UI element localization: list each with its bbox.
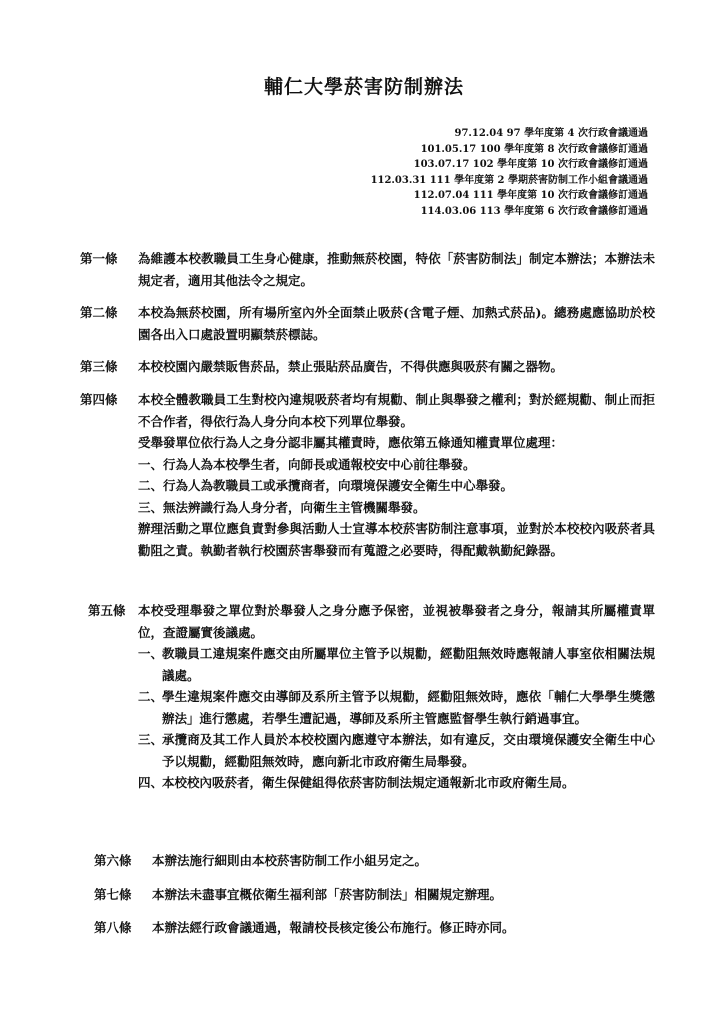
article-text: 為維護本校教職員工生身心健康，推動無菸校園，特依「菸害防制法」制定本辦法；本辦法未規定者，適用其他法令之規定。 [138, 251, 655, 288]
article-label: 第八條 [94, 920, 132, 935]
article-1 [80, 248, 655, 291]
article-6 [94, 850, 659, 872]
list-item [138, 772, 655, 794]
list-item [138, 454, 655, 476]
article-7 [94, 884, 659, 906]
item-number: 四、 [138, 775, 164, 790]
article-text: 本校校園內嚴禁販售菸品，禁止張貼菸品廣告，不得供應與吸菸有關之器物。 [138, 359, 564, 374]
article-label: 第二條 [80, 305, 118, 320]
revision-line: 101.05.17 100 學年度第 8 次行政會議修訂通過 [420, 143, 648, 155]
article-text: 本校為無菸校園，所有場所室內外全面禁止吸菸(含電子煙、加熱式菸品)。總務處應協助於校園各出入口處設置明顯禁菸標誌。 [138, 305, 655, 342]
article-label: 第六條 [94, 853, 132, 868]
article-text: 本辦法施行細則由本校菸害防制工作小組另定之。 [152, 853, 428, 868]
article-text: 本辦法經行政會議通過，報請校長核定後公布施行。修正時亦同。 [152, 920, 515, 935]
revision-history [148, 126, 648, 219]
item-text: 無法辨識行為人身分者，向衛生主管機關舉發。 [163, 499, 426, 515]
revision-line: 112.07.04 111 學年度第 10 次行政會議修訂通過 [413, 190, 648, 201]
article-5 [80, 600, 655, 794]
item-text: 學生違規案件應交由導師及系所主管予以規勸，經勸阻無效時，應依「輔仁大學學生獎懲辦法」進行懲處，若學生遭記過，導師及系所主管應監督學生執行銷過事宜。 [162, 689, 655, 726]
item-number: 二、 [138, 478, 164, 493]
item-text: 本校校內吸菸者，衛生保健組得依菸害防制法規定通報新北市政府衛生局。 [162, 775, 575, 790]
article-label: 第五條 [88, 603, 126, 618]
article-text: 辦理活動之單位應負責對參與活動人士宣導本校菸害防制注意事項，並對於本校校內吸菸者具勸阻之責。執勤者執行校園菸害舉發而有蒐證之必要時，得配戴執勤紀錄器。 [138, 521, 655, 558]
article-4 [80, 389, 655, 561]
list-item [138, 686, 655, 729]
document-title: 輔仁大學菸害防制辦法 [263, 76, 464, 98]
item-number: 一、 [138, 646, 164, 661]
article-text: 本辦法未盡事宜概依衛生福利部「菸害防制法」相關規定辦理。 [152, 887, 503, 902]
revision-line: 112.03.31 111 學年度第 2 學期菸害防制工作小組會議通過 [370, 174, 648, 186]
item-text: 行為人為本校學生者，向師長或通報校安中心前往舉發。 [163, 456, 476, 472]
article-8 [94, 917, 659, 939]
list-item [138, 475, 655, 497]
list-item [138, 643, 655, 686]
list-item [138, 729, 655, 772]
revision-line: 114.03.06 113 學年度第 6 次行政會議修訂通過 [420, 205, 648, 217]
revision-line: 103.07.17 102 學年度第 10 次行政會議修訂通過 [413, 159, 648, 170]
article-3 [80, 356, 655, 378]
item-number: 一、 [138, 456, 164, 472]
article-label: 第四條 [80, 392, 118, 407]
item-text: 教職員工違規案件應交由所屬單位主管予以規勸，經勸阻無效時應報請人事室依相關法規議處。 [162, 646, 655, 683]
item-number: 三、 [138, 499, 164, 515]
item-number: 二、 [138, 689, 164, 704]
item-text: 承攬商及其工作人員於本校校園內應遵守本辦法，如有違反，交由環境保護安全衛生中心予以規勸，經勸阻無效時，應向新北市政府衛生局舉發。 [162, 732, 655, 769]
article-text: 本校全體教職員工生對校內違規吸菸者均有規勸、制止與舉發之權利；對於經規勸、制止而拒不合作者，得依行為人身分向本校下列單位舉發。 [138, 392, 655, 429]
list-item [138, 497, 655, 519]
article-label: 第一條 [80, 251, 118, 266]
article-label: 第七條 [94, 887, 132, 902]
revision-line: 97.12.04 97 學年度第 4 次行政會議通過 [454, 128, 648, 139]
article-text: 本校受理舉發之單位對於舉發人之身分應予保密，並視被舉發者之身分，報請其所屬權責單位，查證屬實後議處。 [138, 603, 655, 640]
item-number: 三、 [138, 732, 164, 747]
item-text: 行為人為教職員工或承攬商者，向環境保護安全衛生中心舉發。 [163, 478, 514, 493]
article-2 [80, 302, 655, 345]
article-label: 第三條 [80, 359, 118, 374]
article-text: 受舉發單位依行為人之身分認非屬其權責時，應依第五條通知權責單位處理： [138, 435, 564, 450]
